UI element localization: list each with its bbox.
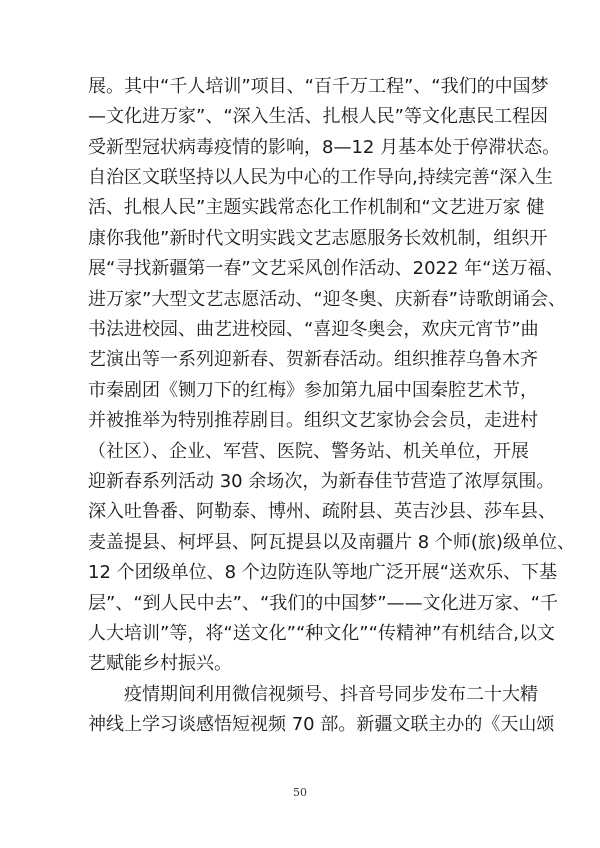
page-number: 50 — [293, 786, 307, 799]
body-text-line: 受新型冠状病毒疫情的影响，8—12 月基本处于停滞状态。 — [88, 137, 561, 158]
body-text-line: 麦盖提县、柯坪县、阿瓦提县以及南疆片 8 个师(旅)级单位、 — [88, 532, 575, 553]
body-text-line: 书法进校园、曲艺进校园、“喜迎冬奥会，欢庆元宵节”曲 — [88, 319, 539, 340]
body-text-line: （社区）、企业、军营、医院、警务站、机关单位，开展 — [88, 441, 529, 462]
body-text-line: 并被推举为特别推荐剧目。组织文艺家协会会员，走进村 — [88, 410, 538, 431]
body-text-line: 自治区文联坚持以人民为中心的工作导向,持续完善“深入生 — [88, 167, 554, 188]
body-text-line: 人大培训”等，将“送文化”“种文化”“传精神”有机结合,以文 — [88, 623, 555, 644]
body-text-line: 迎新春系列活动 30 余场次，为新春佳节营造了浓厚氛围。 — [88, 471, 555, 492]
body-text-line: 展。其中“千人培训”项目、“百千万工程”、“我们的中国梦 — [88, 76, 549, 97]
body-text-line: 康你我他”新时代文明实践文艺志愿服务长效机制，组织开 — [88, 228, 548, 249]
body-text-line: 活、扎根人民”主题实践常态化工作机制和“文艺进万家 健 — [88, 197, 545, 218]
body-text-line: 展“寻找新疆第一春”文艺采风创作活动、2022 年“送万福、 — [88, 258, 564, 279]
body-text-line: 艺演出等一系列迎新春、贺新春活动。组织推荐乌鲁木齐 — [88, 349, 538, 370]
body-text-line: 深入吐鲁番、阿勒泰、博州、疏附县、英吉沙县、莎车县、 — [88, 501, 556, 522]
body-text-line: 神线上学习谈感悟短视频 70 部。新疆文联主办的《天山颂 — [88, 714, 555, 735]
body-text-line: 层”、“到人民中去”、“我们的中国梦”——文化进万家、“千 — [88, 593, 558, 614]
body-text-line: 12 个团级单位、8 个边防连队等地广泛开展“送欢乐、下基 — [88, 562, 558, 583]
body-text-line: 艺赋能乡村振兴。 — [88, 653, 232, 674]
paragraph-first-line: 疫情期间利用微信视频号、抖音号同步发布二十大精 — [124, 684, 538, 705]
body-text-line: 进万家”大型文艺志愿活动、“迎冬奥、庆新春”诗歌朗诵会、 — [88, 289, 566, 310]
body-text-line: 市秦剧团《铡刀下的红梅》参加第九届中国秦腔艺术节， — [88, 380, 538, 401]
body-text-line: —文化进万家”、“深入生活、扎根人民”等文化惠民工程因 — [88, 106, 548, 127]
